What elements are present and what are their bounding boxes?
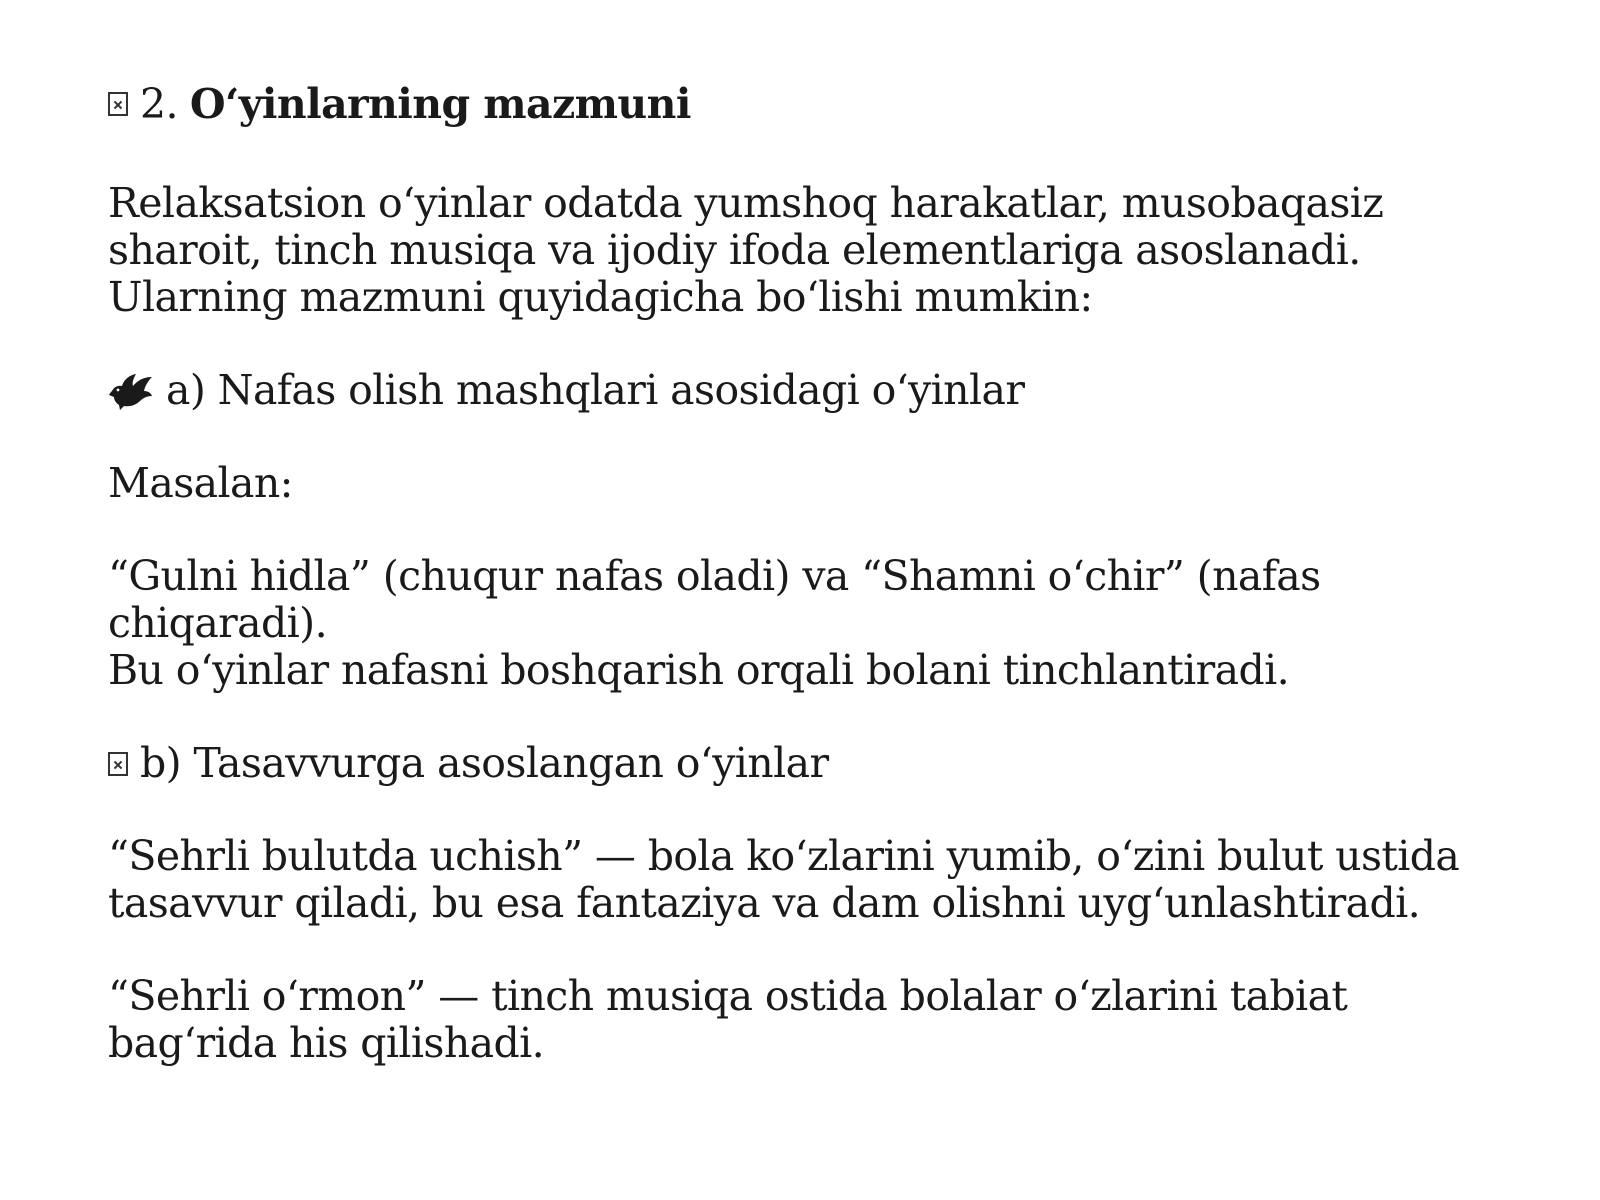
intro-line: Ularning mazmuni quyidagicha bo‘lishi mumkin: <box>108 273 1093 321</box>
subheading-b-label: b) Tasavvurga asoslangan o‘yinlar <box>140 739 829 787</box>
example-b2-paragraph <box>108 973 1508 1067</box>
subheading-a <box>108 367 1508 414</box>
section-heading <box>108 72 1508 136</box>
dove-icon <box>108 371 154 411</box>
intro-paragraph <box>108 180 1508 321</box>
example-a-line: Bu o‘yinlar nafasni boshqarish orqali bolani tinchlantiradi. <box>108 646 1290 694</box>
missing-glyph-box-icon <box>108 752 128 776</box>
example-b1-line: tasavvur qiladi, bu esa fantaziya va dam olishni uyg‘unlashtiradi. <box>108 879 1421 927</box>
example-b2-line: bag‘rida his qilishadi. <box>108 1019 545 1067</box>
intro-line: sharoit, tinch musiqa va ijodiy ifoda elementlariga asoslanadi. <box>108 226 1361 274</box>
example-b1-paragraph <box>108 833 1508 927</box>
example-b1-line: “Sehrli bulutda uchish” — bola ko‘zlarini yumib, o‘zini bulut ustida <box>108 832 1460 880</box>
example-a-line: “Gulni hidla” (chuqur nafas oladi) va “Shamni o‘chir” (nafas <box>108 552 1321 600</box>
example-label: Masalan: <box>108 459 293 507</box>
subheading-a-label: a) Nafas olish mashqlari asosidagi o‘yinlar <box>166 366 1025 414</box>
example-a-paragraph <box>108 553 1508 694</box>
intro-line: Relaksatsion o‘yinlar odatda yumshoq harakatlar, musobaqasiz <box>108 179 1384 227</box>
example-a-line: chiqaradi). <box>108 599 328 647</box>
document-body <box>108 72 1508 1067</box>
section-number: 2. <box>140 80 178 128</box>
subheading-b <box>108 740 1508 787</box>
missing-glyph-box-icon <box>108 92 128 116</box>
example-b2-line: “Sehrli o‘rmon” — tinch musiqa ostida bolalar o‘zlarini tabiat <box>108 972 1348 1020</box>
section-title: O‘yinlarning mazmuni <box>189 80 691 128</box>
